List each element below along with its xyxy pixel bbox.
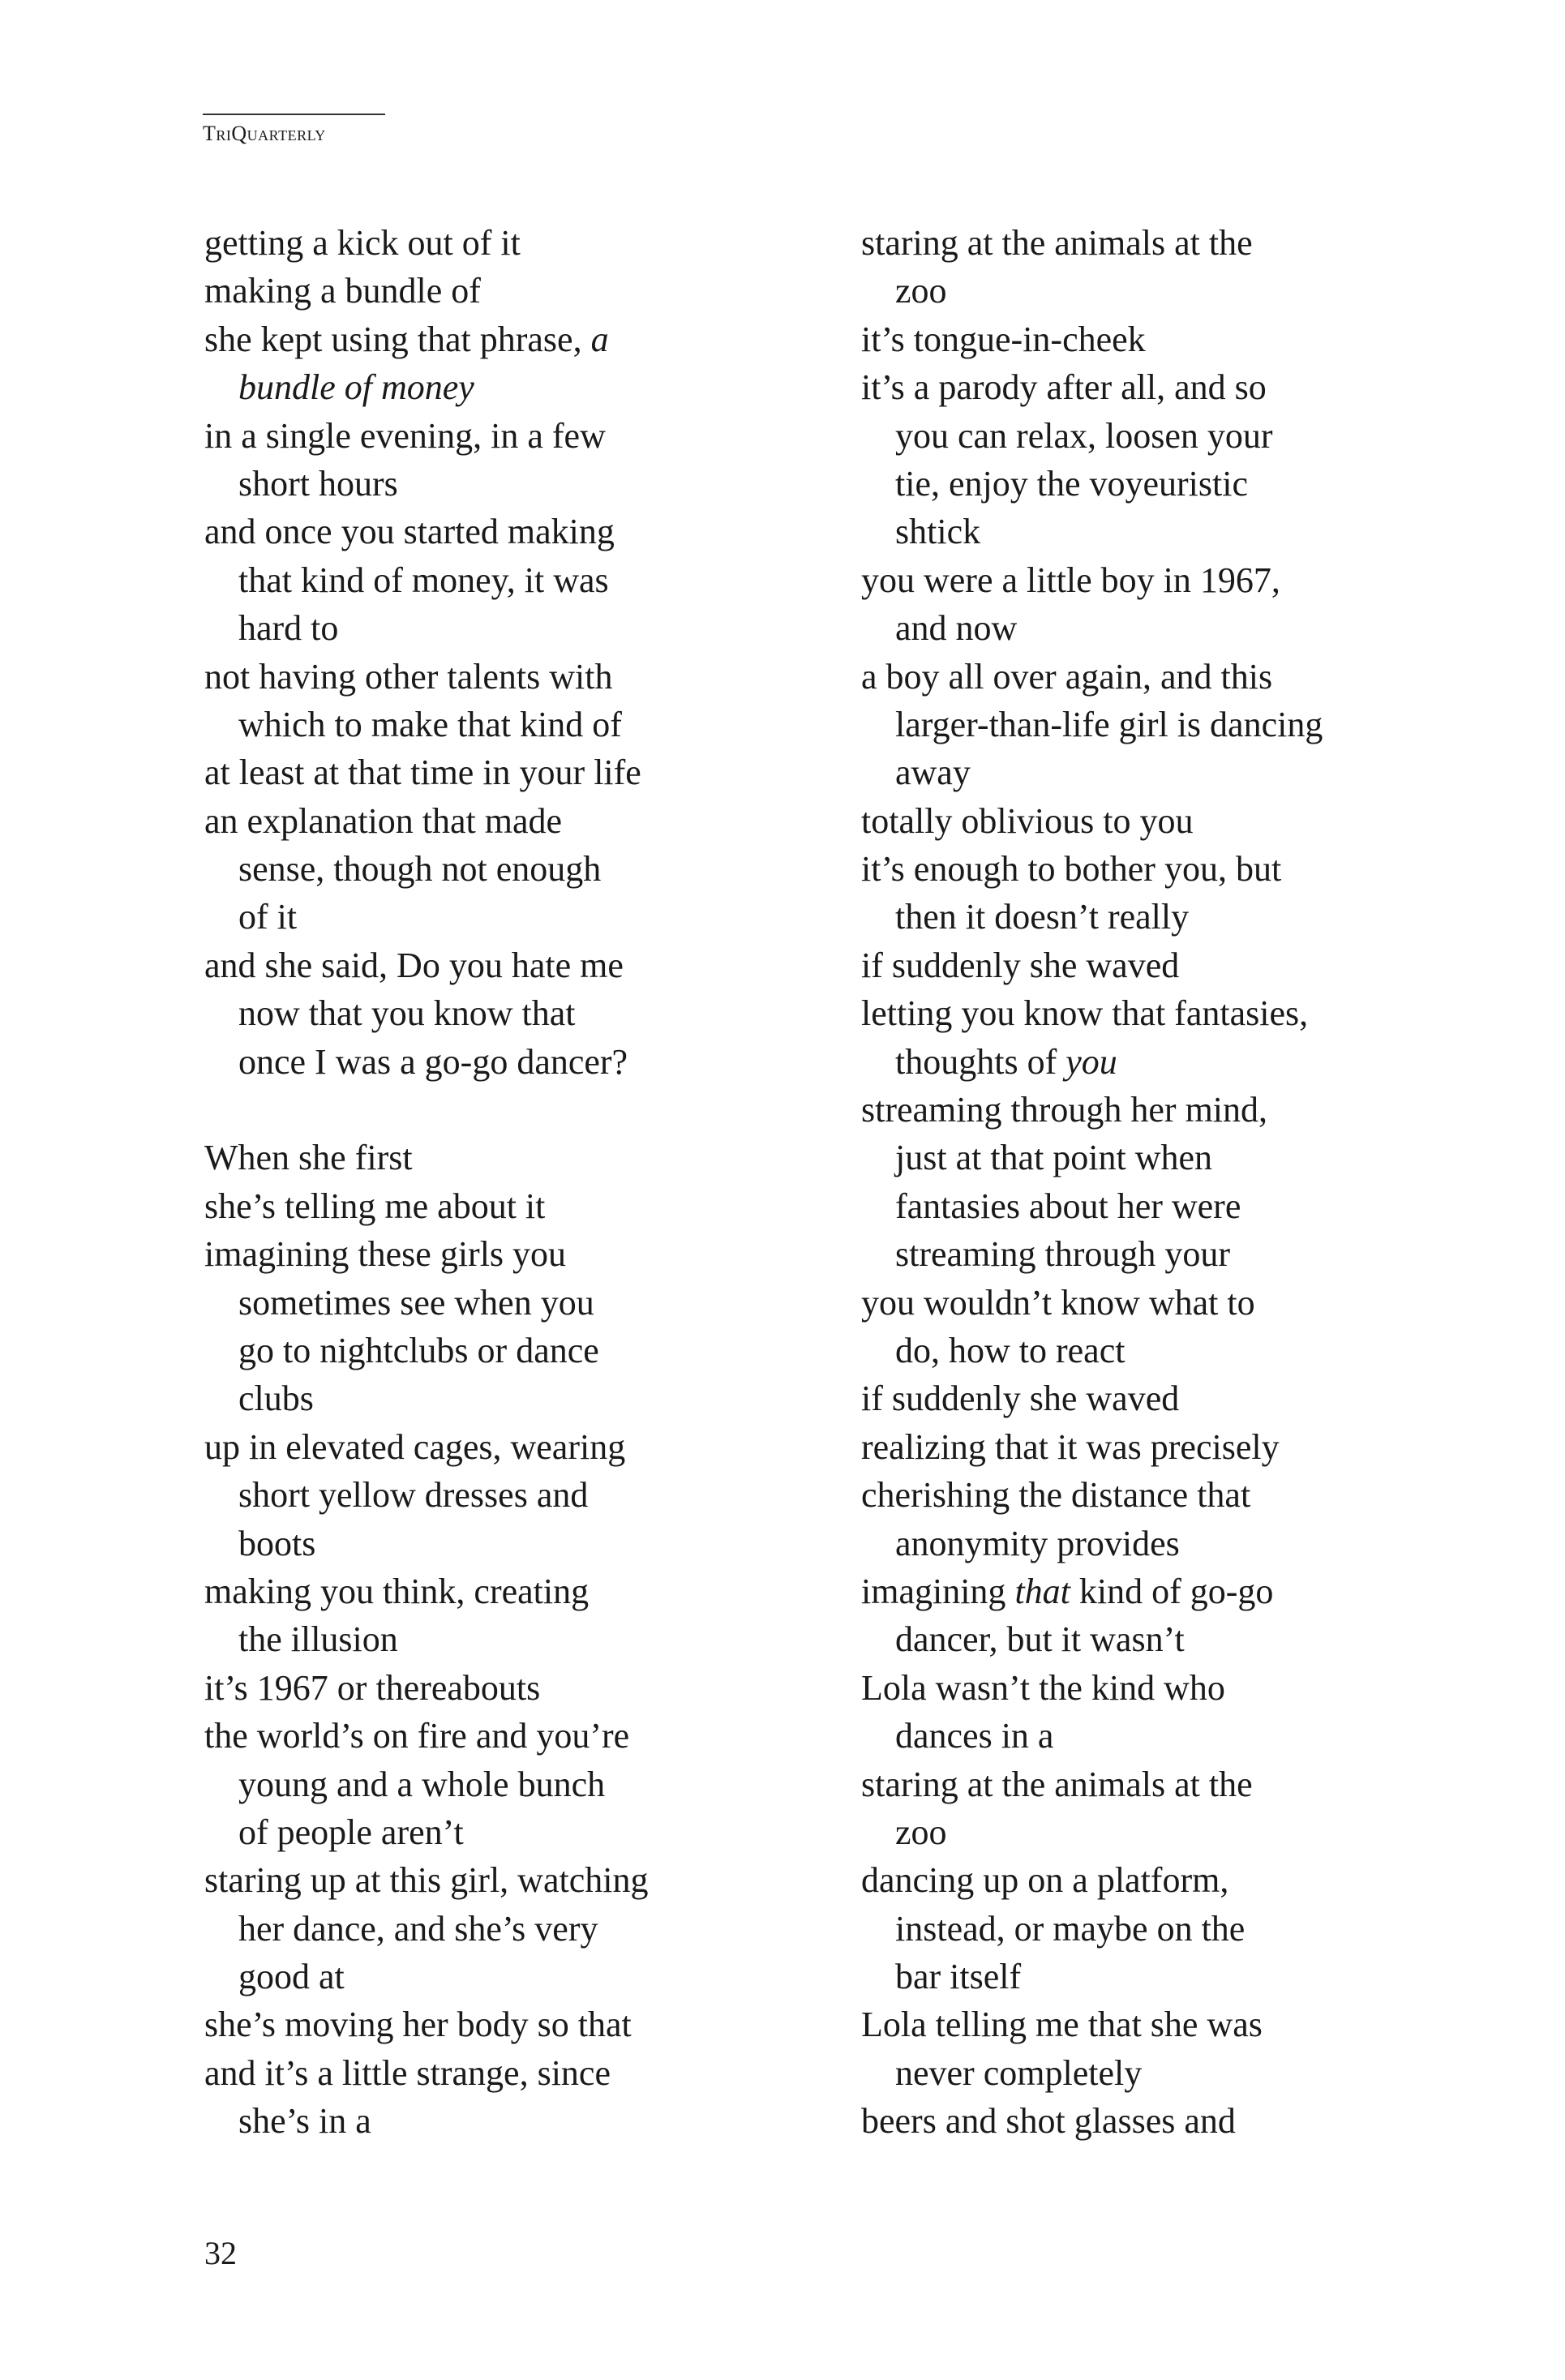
poem-line-text: staring at the animals at the [861, 223, 1253, 263]
poem-line [204, 2097, 821, 2145]
poem-line [204, 797, 821, 845]
poem-line-text: you were a little boy in 1967, [861, 560, 1280, 600]
poem-line [204, 1374, 821, 1422]
poem-line-text: it’s 1967 or thereabouts [204, 1667, 541, 1708]
poem-line [861, 1856, 1477, 1904]
poem-line [861, 1374, 1477, 1422]
poem-line [861, 845, 1477, 893]
poem-line [204, 363, 821, 411]
poem-line [861, 1615, 1477, 1663]
poem-line [861, 1953, 1477, 2000]
poem-line-text: and it’s a little strange, since [204, 2052, 611, 2093]
poem-line-text: now that you know that [238, 993, 576, 1034]
poem-line [861, 460, 1477, 508]
poem-line-text: dancer, but it wasn’t [895, 1619, 1185, 1660]
poem-line [861, 701, 1477, 748]
poem-line-text: getting a kick out of it [204, 223, 521, 263]
poem-line-text: imagining [861, 1571, 1015, 1611]
poem-line [204, 653, 821, 701]
poem-line [861, 556, 1477, 604]
poem-line [204, 315, 821, 363]
poem-line-text: never completely [895, 2052, 1143, 2093]
poem-line [861, 604, 1477, 652]
poem-line-text: not having other talents with [204, 656, 613, 697]
poem-line [861, 1905, 1477, 1953]
poem-line-text: she’s moving her body so that [204, 2005, 632, 2045]
poem-line [204, 845, 821, 893]
poem-line [204, 604, 821, 652]
poem-line [861, 1567, 1477, 1615]
poem-line-text: Lola wasn’t the kind who [861, 1667, 1225, 1708]
poem-line [204, 219, 821, 267]
poem-line-text: streaming through your [895, 1234, 1231, 1275]
poem-line-text: it’s tongue-in-cheek [861, 319, 1146, 359]
poem-line-text: shtick [895, 512, 981, 552]
poem-line-text: staring up at this girl, watching [204, 1860, 649, 1901]
poem-line-text: imagining these girls you [204, 1234, 567, 1275]
poem-line-text: bar itself [895, 1957, 1022, 1997]
poem-line [204, 893, 821, 941]
poem-line-text: of it [238, 897, 298, 937]
poem-line [204, 556, 821, 604]
poem-line-text: good at [238, 1957, 345, 1997]
poem-line-text: thoughts of [895, 1041, 1066, 1082]
poem-line-text: you wouldn’t know what to [861, 1282, 1255, 1323]
poem-line [861, 2049, 1477, 2097]
poem-line-text: once I was a go-go dancer? [238, 1041, 628, 1082]
poem-line-text: beers and shot glasses and [861, 2101, 1236, 2142]
poem-line [861, 1279, 1477, 1327]
poem-line-text: go to nightclubs or dance [238, 1330, 599, 1370]
poem-line-text: sense, though not enough [238, 849, 602, 890]
poem-line-text: up in elevated cages, wearing [204, 1426, 626, 1467]
poem-line-text: she’s telling me about it [204, 1186, 546, 1226]
poem-line-text: if suddenly she waved [861, 1379, 1180, 1419]
poem-line-text: totally oblivious to you [861, 800, 1194, 841]
poem-line [861, 1423, 1477, 1471]
poem-line-text: away [895, 753, 971, 793]
poem-line [204, 412, 821, 460]
poem-line [204, 1905, 821, 1953]
poem-line [204, 1279, 821, 1327]
poem-line-emphasis: bundle of money [238, 367, 474, 408]
poem-line-text: a boy all over again, and this [861, 656, 1273, 697]
poem-line [204, 1567, 821, 1615]
poem-line [861, 412, 1477, 460]
poem-line-text: short hours [238, 463, 398, 504]
poem-line [861, 1038, 1477, 1086]
poem-line [861, 315, 1477, 363]
poem-line-text: letting you know that fantasies, [861, 993, 1309, 1034]
poem-line-text: young and a whole bunch [238, 1764, 606, 1804]
poem-line-text: When she first [204, 1138, 413, 1178]
poem-line-text: you can relax, loosen your [895, 415, 1273, 456]
poem-line [204, 989, 821, 1037]
poem-line-text: realizing that it was precisely [861, 1426, 1280, 1467]
poem-line [204, 1327, 821, 1374]
poem-line [861, 1134, 1477, 1181]
poem-line-text: streaming through her mind, [861, 1090, 1268, 1130]
poem-line [861, 1086, 1477, 1134]
poem-line [861, 941, 1477, 989]
poem-line-text: it’s a parody after all, and so [861, 367, 1267, 408]
poem-line [861, 989, 1477, 1037]
poem-line-text: cherishing the distance that [861, 1475, 1251, 1516]
poem-line [861, 1471, 1477, 1519]
poem-line-text: sometimes see when you [238, 1282, 594, 1323]
poem-line-text: do, how to react [895, 1330, 1126, 1370]
poem-line-text: boots [238, 1523, 316, 1563]
poem-line-text: the world’s on fire and you’re [204, 1716, 630, 1756]
poem-line-text: an explanation that made [204, 800, 563, 841]
poem-line-emphasis: you [1065, 1041, 1117, 1082]
poem-line [204, 1230, 821, 1278]
poem-line [204, 1182, 821, 1230]
poem-line [204, 508, 821, 555]
poem-line-text: short yellow dresses and [238, 1475, 589, 1516]
running-header [203, 114, 389, 146]
poem-line [204, 1712, 821, 1760]
poem-line-text: hard to [238, 608, 339, 649]
poem-line [204, 1953, 821, 2000]
poem-line-text: the illusion [238, 1619, 398, 1660]
poem-line [204, 1471, 821, 1519]
poem-line-text: and now [895, 608, 1018, 649]
poem-line-text: in a single evening, in a few [204, 415, 606, 456]
poem-line [861, 1230, 1477, 1278]
poem-line-text: dances in a [895, 1716, 1054, 1756]
poem-line [204, 941, 821, 989]
poem-line-text: staring at the animals at the [861, 1764, 1253, 1804]
poem-line-text: dancing up on a platform, [861, 1860, 1229, 1901]
poem-line-text: she kept using that phrase, [204, 319, 591, 359]
poem-line-emphasis: a [590, 319, 609, 359]
header-rule [203, 114, 385, 115]
poem-line [204, 1423, 821, 1471]
poem-line-text: that kind of money, it was [238, 560, 609, 600]
poem-line [861, 363, 1477, 411]
poem-line-text: larger-than-life girl is dancing [895, 704, 1323, 744]
poem-line [861, 2097, 1477, 2145]
poem-line-text: zoo [895, 1812, 947, 1852]
poem-line-text: and she said, Do you hate me [204, 945, 624, 985]
poem-line [204, 460, 821, 508]
poem-line [861, 893, 1477, 941]
poem-line [861, 1182, 1477, 1230]
poem-column-right [861, 219, 1477, 2146]
poem-line [861, 1760, 1477, 1808]
poem-line [861, 267, 1477, 315]
poem-line [204, 2049, 821, 2097]
poem-line-text: it’s enough to bother you, but [861, 849, 1282, 890]
poem-line [204, 1615, 821, 1663]
poem-line-text: instead, or maybe on the [895, 1908, 1246, 1949]
poem-line-text: at least at that time in your life [204, 753, 641, 793]
poem-line [861, 653, 1477, 701]
poem-line [861, 2000, 1477, 2048]
journal-title: TriQuarterly [203, 122, 326, 145]
poem-line [204, 1856, 821, 1904]
poem-line [204, 701, 821, 748]
poem-line [861, 508, 1477, 555]
poem-line [204, 267, 821, 315]
poem-line-text: fantasies about her were [895, 1186, 1241, 1226]
poem-line [861, 1712, 1477, 1760]
poem-line [861, 219, 1477, 267]
poem-line [204, 1808, 821, 1856]
poem-line-text: then it doesn’t really [895, 897, 1190, 937]
poem-line-text: anonymity provides [895, 1523, 1180, 1563]
poem-line-text: she’s in a [238, 2101, 371, 2142]
poem-line-text: zoo [895, 271, 947, 311]
poem-line [204, 1134, 821, 1181]
poem-line [861, 1327, 1477, 1374]
poem-line-text-after: kind of go-go [1070, 1571, 1274, 1611]
poem-line [204, 748, 821, 796]
poem-line-text: making you think, creating [204, 1571, 590, 1611]
poem-line-text: if suddenly she waved [861, 945, 1180, 985]
poem-line-text: clubs [238, 1379, 314, 1419]
poem-line [204, 1760, 821, 1808]
poem-line [861, 748, 1477, 796]
poem-line-emphasis: that [1014, 1571, 1070, 1611]
poem-line-text: her dance, and she’s very [238, 1908, 598, 1949]
poem-line [204, 1520, 821, 1567]
poem-line [204, 1038, 821, 1086]
stanza-break [204, 1086, 821, 1134]
poem-column-left [204, 219, 821, 2146]
poem-line-text: of people aren’t [238, 1812, 464, 1852]
poem-line [861, 1808, 1477, 1856]
poem-line-text: tie, enjoy the voyeuristic [895, 463, 1248, 504]
poem-line-text: which to make that kind of [238, 704, 622, 744]
poem-line-text: and once you started making [204, 512, 615, 552]
poem-line [861, 1520, 1477, 1567]
page-number: 32 [204, 2235, 237, 2271]
poem-line [204, 2000, 821, 2048]
poem-line-text: making a bundle of [204, 271, 481, 311]
poem-line-text: Lola telling me that she was [861, 2005, 1263, 2045]
poem-line [861, 797, 1477, 845]
poem-line [861, 1664, 1477, 1712]
poem-line-text: just at that point when [895, 1138, 1213, 1178]
poem-line [204, 1664, 821, 1712]
